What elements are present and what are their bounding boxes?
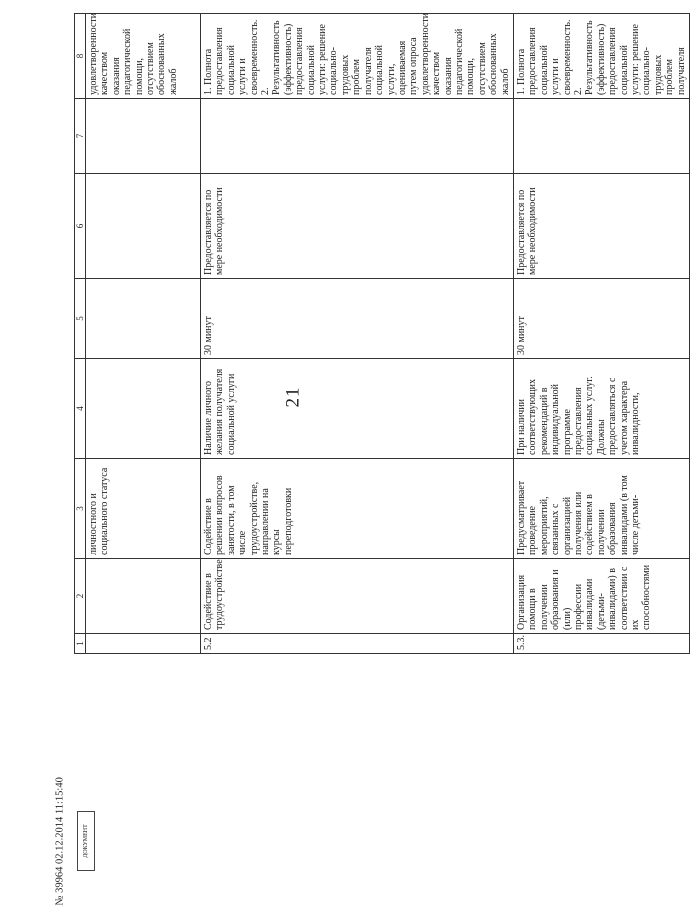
- column-number: 1: [75, 634, 86, 654]
- table-cell: 1. Полнота предоставления социальной услуги и своевременность. 2. Результативность (эффективность) предоставления социальной услуги: решение социально-трудовых проблем получателя социальной услуги, оцениваемая путем опроса удовлетворенности качеством оказания педагогической помощи, отсутствием обоснованных жалоб: [201, 14, 514, 99]
- table-cell: [86, 559, 201, 634]
- column-number: 8: [75, 14, 86, 99]
- column-number: 5: [75, 279, 86, 359]
- table-cell: При наличии соответствующих рекомендаций в индивидуальной программе предоставления социальных услуг. Должны предоставляться с учетом характера инвалидности,: [513, 359, 689, 459]
- table-cell: удовлетворенности качеством оказания педагогической помощи, отсутствием обоснованных жалоб: [86, 14, 201, 99]
- table-cell: [201, 99, 514, 174]
- table-row: [201, 14, 514, 654]
- column-number: 7: [75, 99, 86, 174]
- document-registration-footer: № 39964 02.12.2014 11:15:40: [54, 777, 66, 906]
- table-cell: 5.3.: [513, 634, 689, 654]
- table-cell: [86, 359, 201, 459]
- page-number: 21: [282, 386, 304, 408]
- table-cell: Содействие в трудоустройстве: [201, 559, 514, 634]
- table-cell: Содействие в решении вопросов занятости, в том числе трудоустройстве, направлении на курсы переподготовки: [201, 459, 514, 559]
- table-row: [513, 14, 689, 654]
- table-header-row: [75, 14, 86, 654]
- table-cell: Предоставляется по мере необходимости: [513, 174, 689, 279]
- table-cell: Организация помощи в получении образования и (или) профессии инвалидами (детьми-инвалидами) в соответствии с их способностями: [513, 559, 689, 634]
- rotated-table-area: [74, 12, 687, 654]
- table-cell: 1. Полнота предоставления социальной услуги и своевременность. 2. Результативность (эффективность) предоставления социальной услуги: решение социально-трудовых проблем получателя: [513, 14, 689, 99]
- table-row: [86, 14, 201, 654]
- table-cell: 5.2: [201, 634, 514, 654]
- column-number: 3: [75, 459, 86, 559]
- table-cell: 30 минут: [513, 279, 689, 359]
- services-table: [74, 13, 690, 654]
- column-number: 4: [75, 359, 86, 459]
- column-number: 2: [75, 559, 86, 634]
- table-cell: личностного и социального статуса: [86, 459, 201, 559]
- table-cell: [86, 279, 201, 359]
- column-number: 6: [75, 174, 86, 279]
- table-cell: Предоставляется по мере необходимости: [201, 174, 514, 279]
- registration-stamp: ДОКУМЕНТ: [77, 811, 95, 871]
- table-cell: [86, 99, 201, 174]
- table-cell: 30 минут: [201, 279, 514, 359]
- table-cell: Наличие личного желания получателя социальной услуги: [201, 359, 514, 459]
- table-cell: [86, 174, 201, 279]
- table-cell: Предусматривает проведение мероприятий, связанных с организацией получения или содействием в получении образования инвалидами (в том числе детьми-: [513, 459, 689, 559]
- table-cell: [513, 99, 689, 174]
- table-cell: [86, 634, 201, 654]
